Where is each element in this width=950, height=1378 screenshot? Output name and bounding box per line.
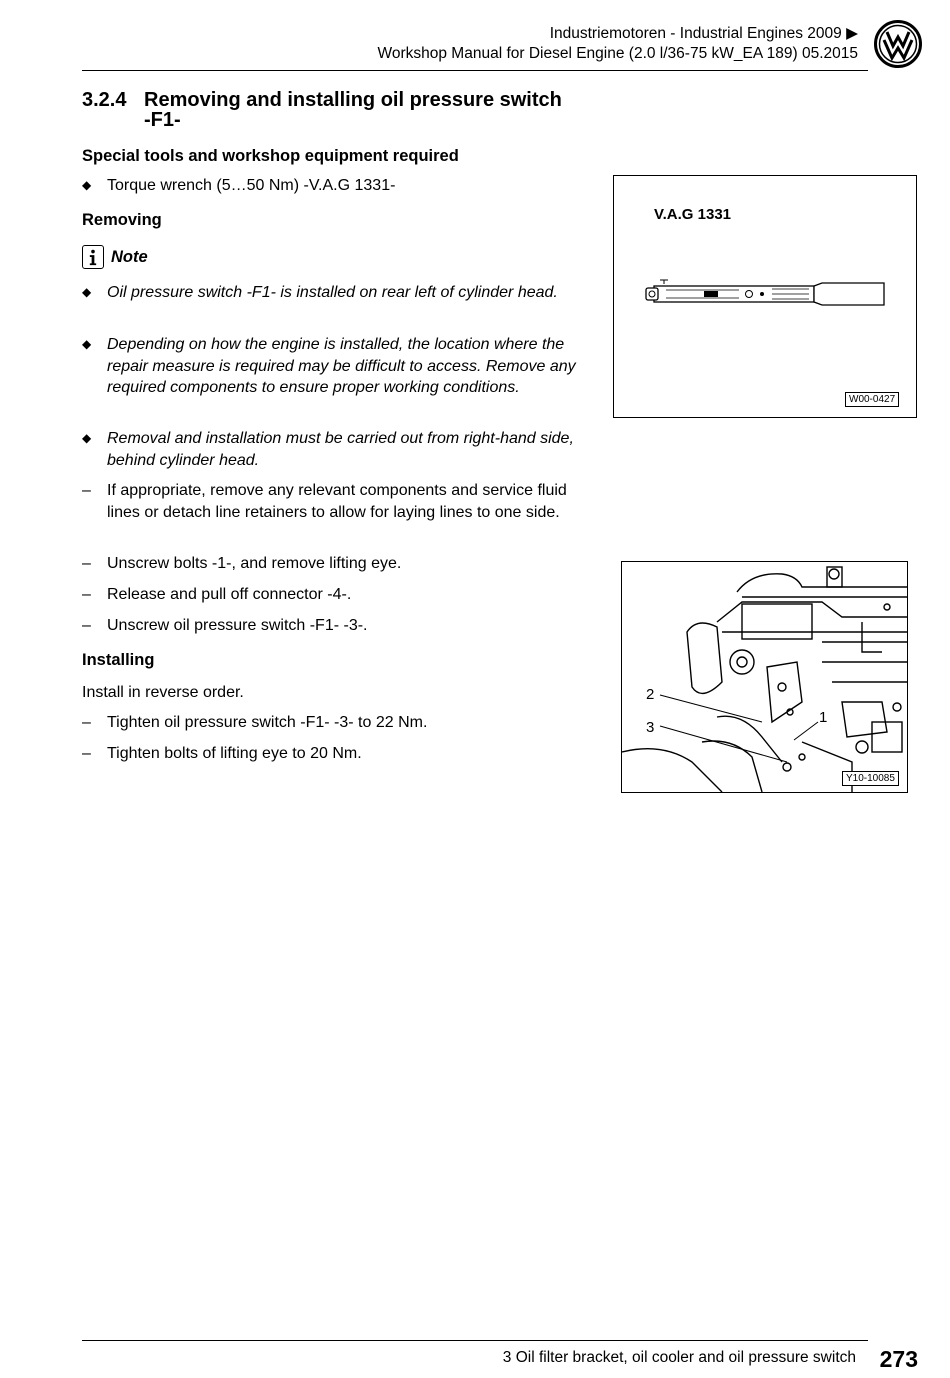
figure-callout: 2 [646,686,655,703]
tools-heading: Special tools and workshop equipment required [82,147,459,165]
info-icon [82,245,104,269]
engine-illustration [622,562,907,792]
list-item-text: If appropriate, remove any relevant components and service fluid lines or detach line retainers to allow for laying lines to one side. [107,482,567,521]
torque-wrench-illustration [644,274,889,314]
dash-icon: – [82,482,91,499]
list-item-text: Unscrew oil pressure switch -F1- -3-. [107,617,368,634]
figure-code: Y10-10085 [842,771,899,786]
bullet-diamond-icon: ◆ [82,178,92,192]
dash-icon: – [82,745,91,762]
list-item-text: Release and pull off connector -4-. [107,586,352,603]
footer-rule [82,1340,868,1341]
dash-icon: – [82,555,91,572]
list-item-text: Depending on how the engine is installed, the location where the repair measure is required may be difficult to access. Remove any required components to ensure proper working conditions. [107,336,576,396]
figure-code: W00-0427 [845,392,899,407]
list-item-text: Torque wrench (5…50 Nm) -V.A.G 1331- [107,177,396,194]
footer-chapter: 3 Oil filter bracket, oil cooler and oil pressure switch [502,1349,856,1366]
figure-engine-detail [621,561,908,793]
dash-icon: – [82,714,91,731]
figure-callout: 1 [819,709,828,726]
list-item-text: Removal and installation must be carried out from right-hand side, behind cylinder head. [107,430,574,469]
header-rule [82,70,868,71]
bullet-diamond-icon: ◆ [82,285,92,299]
dash-icon: – [82,586,91,603]
installing-intro: Install in reverse order. [82,684,244,701]
section-number: 3.2.4 [82,89,127,111]
figure-label: V.A.G 1331 [654,206,731,223]
list-item-text: Unscrew bolts -1-, and remove lifting eye. [107,555,402,572]
bullet-diamond-icon: ◆ [82,337,92,351]
installing-heading: Installing [82,651,155,669]
list-item-text: Tighten oil pressure switch -F1- -3- to 22 Nm. [107,714,428,731]
page-number: 273 [879,1346,918,1372]
header-title-line2: Workshop Manual for Diesel Engine (2.0 l/36-75 kW_EA 189) 05.2015 [377,45,858,62]
bullet-diamond-icon: ◆ [82,431,92,445]
list-item-text: Oil pressure switch -F1- is installed on rear left of cylinder head. [107,284,558,301]
dash-icon: – [82,617,91,634]
note-label: Note [111,248,148,266]
figure-callout: 3 [646,719,655,736]
section-title-text: Removing and installing oil pressure switch -F1- [144,89,562,131]
removing-heading: Removing [82,211,162,229]
list-item-text: Tighten bolts of lifting eye to 20 Nm. [107,745,362,762]
vw-logo-icon [874,20,922,68]
figure-torque-wrench [613,175,917,418]
header-title-line1: Industriemotoren - Industrial Engines 2009 ▶ [549,25,858,42]
